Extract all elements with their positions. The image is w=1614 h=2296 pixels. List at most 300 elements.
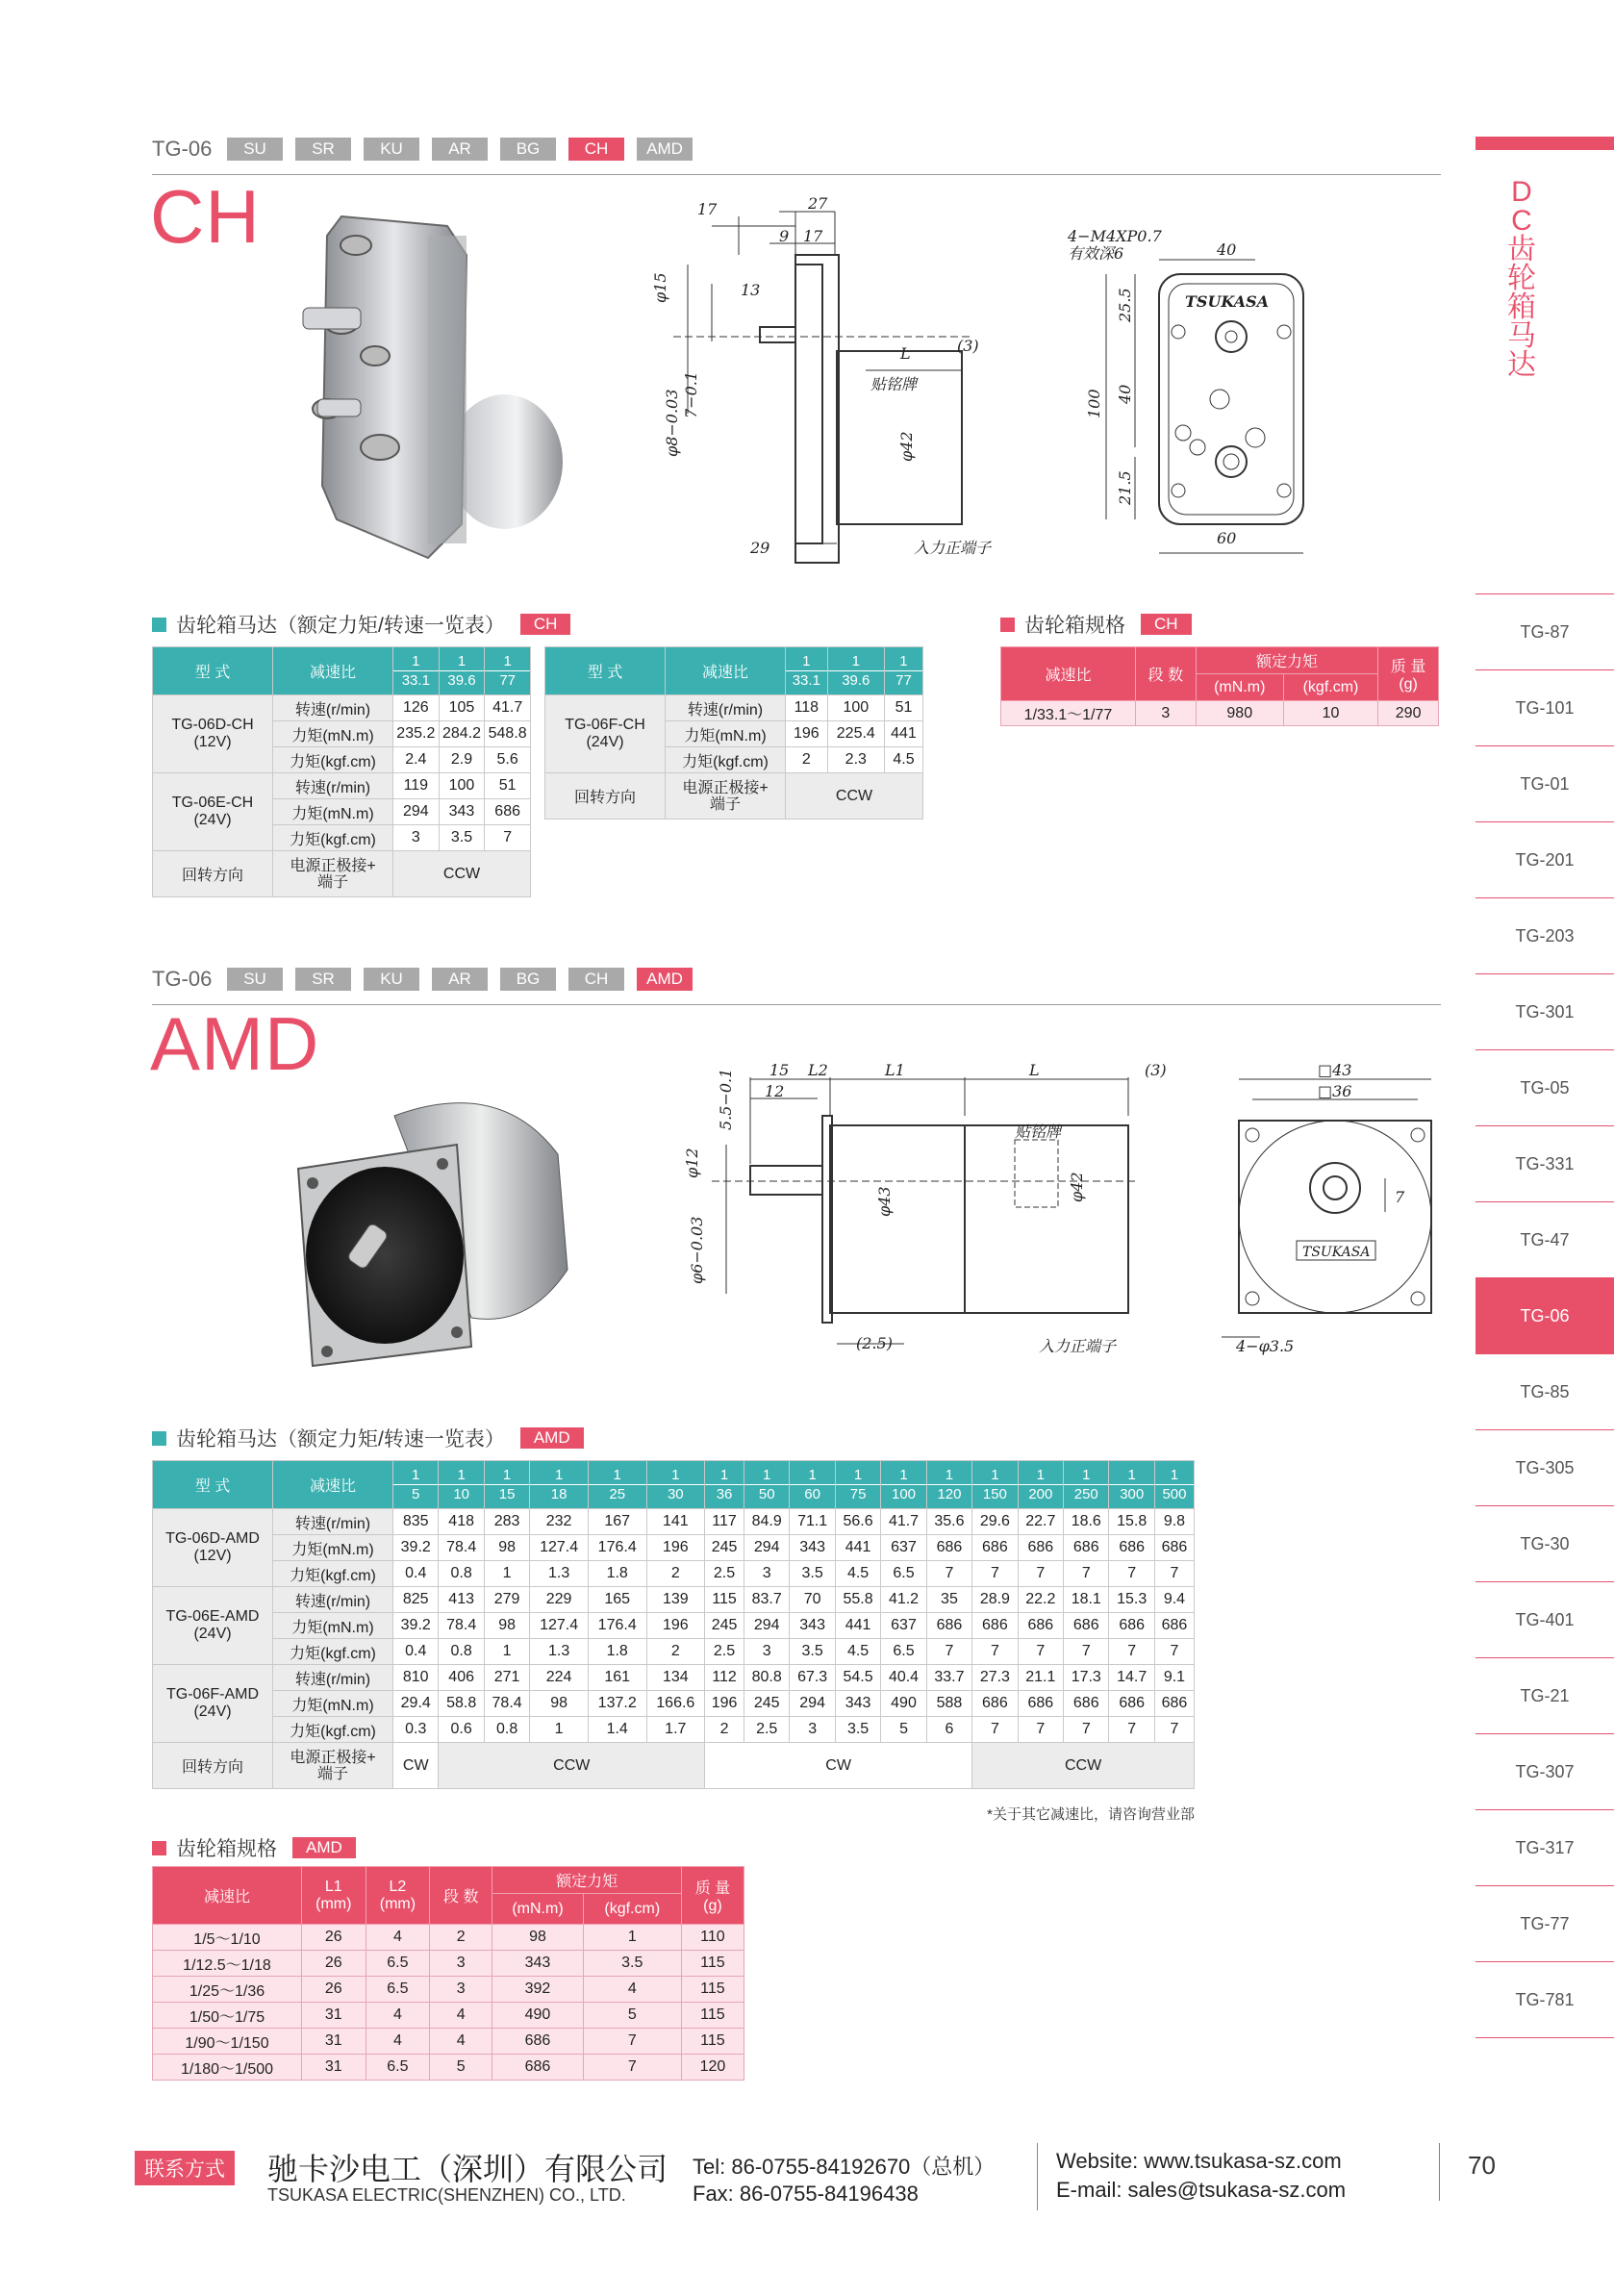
tab-sr[interactable]: SR [295,138,351,161]
header-stage: 段 数 [430,1867,492,1925]
value-cell: 78.4 [439,1535,484,1561]
spec-cell: 6.5 [366,2055,430,2081]
value-cell: 9.8 [1154,1509,1194,1535]
header-mass [1378,647,1439,701]
value-cell: 2.5 [705,1561,744,1587]
value-cell: 0.8 [484,1717,529,1743]
square-icon [152,618,166,632]
svg-text:L1: L1 [885,1061,905,1079]
ratio-denominator: 300 [1120,1486,1145,1502]
value-cell: 7 [972,1717,1018,1743]
row-label: 转速(r/min) [273,773,393,799]
value-cell: 98 [484,1613,529,1639]
row-label: 力矩(kgf.cm) [273,747,393,773]
value-cell: 0.4 [393,1639,439,1665]
row-label: 力矩(mN.m) [273,799,393,825]
model-name: TG-06F-AMD [166,1686,259,1703]
svg-text:贴铭牌: 贴铭牌 [1015,1123,1062,1141]
value-cell: 686 [972,1613,1018,1639]
model-cell [153,773,273,851]
model-voltage: (24V) [586,734,624,750]
side-item-tg-85[interactable]: TG-85 [1475,1353,1614,1429]
ratio-denominator: 100 [892,1486,917,1502]
ratio-numerator: 1 [828,652,884,671]
side-item-tg-47[interactable]: TG-47 [1475,1201,1614,1277]
value-cell: 71.1 [790,1509,835,1535]
svg-text:L2: L2 [808,1061,828,1079]
spec-cell: 115 [681,2029,744,2055]
amd-table-section [152,1424,584,1452]
value-cell: 810 [393,1665,439,1691]
spec-cell: 115 [681,1951,744,1977]
spec-cell: 120 [681,2055,744,2081]
svg-text:7: 7 [1395,1188,1405,1206]
spec-cell: 4 [366,2029,430,2055]
ratio-numerator: 1 [786,652,827,671]
value-cell: 1.3 [530,1561,589,1587]
value-cell: 2 [786,747,828,773]
side-item-tg-06[interactable]: TG-06 [1475,1277,1614,1353]
rotation-note-line: 端子 [709,795,741,813]
spec-cell: 1 [583,1925,681,1951]
value-cell: 118 [786,695,828,721]
spec-cell: 980 [1196,701,1283,726]
value-cell: 7 [972,1561,1018,1587]
model-voltage: (12V) [193,734,232,750]
value-cell: 686 [1064,1535,1109,1561]
svg-text:有效深6: 有效深6 [1068,244,1124,263]
ratio-numerator: 1 [881,1466,925,1485]
ratio-header [926,1461,971,1509]
value-cell: 294 [744,1613,789,1639]
rotation-note [273,1743,393,1789]
amd-title: AMD [150,1001,320,1086]
side-item-tg-05[interactable]: TG-05 [1475,1049,1614,1125]
value-cell: 6.5 [881,1639,926,1665]
model-cell [153,695,273,773]
divider [1439,2143,1440,2201]
spec-cell: 1/180～1/500 [153,2055,302,2081]
ratio-header [705,1461,744,1509]
amd-spec-section [152,1833,356,1862]
header-l1 [302,1867,366,1925]
section-tag: AMD [292,1837,356,1858]
value-cell: 7 [1064,1717,1109,1743]
ratio-header [790,1461,835,1509]
svg-text:4−φ3.5: 4−φ3.5 [1236,1337,1295,1355]
header-line: (mm) [379,1895,416,1912]
value-cell: 283 [484,1509,529,1535]
value-cell: 196 [786,721,828,747]
amd-spec-table [152,1866,744,2081]
svg-text:9: 9 [779,227,790,245]
value-cell: 22.7 [1018,1509,1063,1535]
value-cell: 224 [530,1665,589,1691]
svg-text:入力正端子: 入力正端子 [1039,1337,1117,1355]
spec-cell: 1/5～1/10 [153,1925,302,1951]
website[interactable]: Website: www.tsukasa-sz.com [1056,2149,1342,2173]
tab-su[interactable]: SU [227,138,283,161]
value-cell: 686 [1109,1535,1154,1561]
value-cell: 4.5 [835,1639,880,1665]
divider [1037,2143,1038,2210]
amd-motor-photo [279,1077,596,1366]
rotation-note [273,851,393,897]
table-row [153,2003,744,2029]
value-cell: 196 [646,1535,705,1561]
value-cell: 686 [1064,1691,1109,1717]
value-cell: 139 [646,1587,705,1613]
side-item-tg-305[interactable]: TG-305 [1475,1429,1614,1505]
value-cell: 2 [646,1561,705,1587]
value-cell: 7 [1109,1561,1154,1587]
value-cell: 137.2 [588,1691,646,1717]
value-cell: 686 [972,1535,1018,1561]
spec-cell: 1/33.1～1/77 [1001,701,1136,726]
value-cell: 686 [1018,1691,1063,1717]
side-item-tg-203[interactable]: TG-203 [1475,897,1614,973]
value-cell: 2.5 [744,1717,789,1743]
value-cell: 1.7 [646,1717,705,1743]
header-kgf: (kgf.cm) [1283,674,1377,701]
row-label: 力矩(mN.m) [273,1535,393,1561]
value-cell: 100 [439,773,485,799]
ratio-numerator: 1 [440,652,485,671]
svg-text:60: 60 [1217,529,1237,547]
header-kgf: (kgf.cm) [583,1894,681,1925]
value-cell: 0.4 [393,1561,439,1587]
header-ratio: 减速比 [273,1461,393,1509]
ratio-denominator: 77 [499,672,516,689]
ratio-numerator: 1 [530,1466,588,1485]
svg-text:贴铭牌: 贴铭牌 [870,375,918,393]
ratio-numerator: 1 [1109,1466,1153,1485]
value-cell: 27.3 [972,1665,1018,1691]
rotation-value: CW [393,1743,439,1789]
value-cell: 2.9 [439,747,485,773]
table-row [153,2029,744,2055]
model-cell [153,1509,273,1587]
model-name: TG-06E-AMD [165,1608,260,1625]
ratio-denominator: 120 [937,1486,962,1502]
value-cell: 33.7 [926,1665,971,1691]
header-mass-line: (g) [703,1898,722,1914]
company-name: 驰卡沙电工（深圳）有限公司 [267,2152,668,2186]
side-item-tg-21[interactable]: TG-21 [1475,1657,1614,1733]
side-item-tg-301[interactable]: TG-301 [1475,973,1614,1049]
value-cell: 245 [705,1535,744,1561]
ratio-denominator: 77 [895,672,912,689]
value-cell: 7 [972,1639,1018,1665]
value-cell: 490 [881,1691,926,1717]
row-label: 转速(r/min) [273,1509,393,1535]
tab-ku[interactable]: KU [364,968,419,991]
svg-text:入力正端子: 入力正端子 [914,539,992,557]
ratio-numerator: 1 [885,652,922,671]
value-cell: 2.4 [393,747,440,773]
value-cell: 441 [835,1613,880,1639]
ratio-denominator: 75 [849,1486,867,1502]
value-cell: 825 [393,1587,439,1613]
model-name: TG-06E-CH [171,795,254,811]
row-label: 力矩(mN.m) [666,721,786,747]
side-item-tg-401[interactable]: TG-401 [1475,1581,1614,1657]
ratio-header [439,647,485,695]
value-cell: 7 [1154,1561,1194,1587]
ratio-denominator: 33.1 [401,672,430,689]
side-item-tg-101[interactable]: TG-101 [1475,669,1614,745]
value-cell: 271 [484,1665,529,1691]
value-cell: 686 [926,1613,971,1639]
tab-ku[interactable]: KU [364,138,419,161]
spec-cell: 392 [492,1977,583,2003]
header-ratio: 减速比 [1001,647,1136,701]
tab-ar[interactable]: AR [432,138,488,161]
row-label: 力矩(kgf.cm) [273,1561,393,1587]
value-cell: 9.4 [1154,1587,1194,1613]
svg-text:100: 100 [1085,389,1103,418]
header-mnm: (mN.m) [492,1894,583,1925]
header-type: 型 式 [153,647,273,695]
value-cell: 70 [790,1587,835,1613]
model-name: TG-06F-CH [565,717,645,733]
spec-cell: 4 [430,2029,492,2055]
ch-title: CH [150,174,261,259]
side-nav [1475,0,1614,2296]
svg-text:(3): (3) [957,337,979,355]
value-cell: 18.6 [1064,1509,1109,1535]
side-item-tg-77[interactable]: TG-77 [1475,1885,1614,1961]
value-cell: 3.5 [790,1639,835,1665]
ratio-denominator: 200 [1028,1486,1053,1502]
svg-text:17: 17 [803,227,823,245]
value-cell: 343 [790,1535,835,1561]
tab-bg[interactable]: BG [500,138,556,161]
spec-cell: 31 [302,2003,366,2029]
value-cell: 294 [393,799,440,825]
value-cell: 1.8 [588,1561,646,1587]
value-cell: 78.4 [439,1613,484,1639]
spec-cell: 1/25～1/36 [153,1977,302,2003]
value-cell: 54.5 [835,1665,880,1691]
tab-bg[interactable]: BG [500,968,556,991]
value-cell: 41.2 [881,1587,926,1613]
spec-cell: 31 [302,2055,366,2081]
email[interactable]: E-mail: sales@tsukasa-sz.com [1056,2178,1347,2202]
ratio-denominator: 10 [453,1486,469,1502]
value-cell: 22.2 [1018,1587,1063,1613]
rotation-note-line: 端子 [316,873,348,891]
svg-text:17: 17 [697,200,718,218]
spec-cell: 290 [1378,701,1439,726]
svg-text:□43: □43 [1318,1061,1352,1079]
square-icon [1000,618,1015,632]
company-name-en: TSUKASA ELECTRIC(SHENZHEN) CO., LTD. [267,2185,626,2205]
value-cell: 7 [926,1561,971,1587]
rotation-note-line: 电源正极接+ [290,1749,376,1766]
value-cell: 2.3 [827,747,884,773]
spec-cell: 1/12.5～1/18 [153,1951,302,1977]
value-cell: 1.3 [530,1639,589,1665]
ratio-header [1018,1461,1063,1509]
row-label: 力矩(mN.m) [273,1613,393,1639]
table-row [153,1951,744,1977]
tab-ch[interactable]: CH [568,968,624,991]
row-label: 力矩(mN.m) [273,1691,393,1717]
tab-ar[interactable]: AR [432,968,488,991]
spec-cell: 7 [583,2029,681,2055]
header-mnm: (mN.m) [1196,674,1283,701]
ratio-denominator: 60 [804,1486,820,1502]
value-cell: 134 [646,1665,705,1691]
value-cell: 29.6 [972,1509,1018,1535]
header-line: L1 [324,1878,342,1895]
value-cell: 588 [926,1691,971,1717]
series-tabs-mid [152,967,705,992]
svg-text:φ12: φ12 [683,1148,701,1178]
value-cell: 35 [926,1587,971,1613]
square-icon [152,1841,166,1855]
svg-text:15: 15 [769,1061,790,1079]
ratio-header [786,647,828,695]
spec-cell: 6.5 [366,1951,430,1977]
side-item-tg-317[interactable]: TG-317 [1475,1809,1614,1885]
model-voltage: (12V) [193,1548,232,1564]
value-cell: 686 [1018,1613,1063,1639]
value-cell: 686 [1154,1613,1194,1639]
ratio-header [393,1461,439,1509]
header-line: (mm) [315,1895,352,1912]
ratio-denominator: 250 [1073,1486,1098,1502]
value-cell: 0.6 [439,1717,484,1743]
page-number: 70 [1468,2151,1496,2180]
value-cell: 176.4 [588,1535,646,1561]
value-cell: 98 [530,1691,589,1717]
svg-text:40: 40 [1116,384,1134,404]
series-label: TG-06 [152,137,213,161]
ratio-header [835,1461,880,1509]
rotation-value: CW [705,1743,972,1789]
value-cell: 686 [1109,1613,1154,1639]
tab-amd[interactable]: AMD [637,138,693,161]
table-note: *关于其它减速比，请咨询营业部 [987,1806,1195,1823]
value-cell: 166.6 [646,1691,705,1717]
row-label: 转速(r/min) [666,695,786,721]
value-cell: 67.3 [790,1665,835,1691]
ratio-header [972,1461,1018,1509]
value-cell: 3.5 [835,1717,880,1743]
rotation-label: 回转方向 [545,773,666,820]
value-cell: 686 [1064,1613,1109,1639]
ratio-header [1064,1461,1109,1509]
value-cell: 7 [1154,1717,1194,1743]
svg-text:□36: □36 [1318,1082,1352,1100]
model-cell [153,1587,273,1665]
value-cell: 117 [705,1509,744,1535]
ratio-denominator: 25 [609,1486,626,1502]
value-cell: 0.8 [439,1639,484,1665]
section-title: 齿轮箱规格 [1024,615,1125,637]
ratio-header [484,1461,529,1509]
ch-front-drawing [1058,226,1318,553]
value-cell: 196 [646,1613,705,1639]
ch-spec-table [1000,646,1439,726]
svg-text:21.5: 21.5 [1116,470,1134,505]
ratio-header [439,1461,484,1509]
header-mass-line: 质 量 [694,1880,731,1897]
section-tag: CH [520,614,571,635]
tab-su[interactable]: SU [227,968,283,991]
header-mass-line: (g) [1399,676,1418,693]
value-cell: 39.2 [393,1613,439,1639]
value-cell: 441 [835,1535,880,1561]
svg-text:5.5−0.1: 5.5−0.1 [717,1068,735,1130]
value-cell: 40.4 [881,1665,926,1691]
side-item-tg-01[interactable]: TG-01 [1475,745,1614,821]
value-cell: 548.8 [485,721,531,747]
rotation-label: 回转方向 [153,1743,273,1789]
rotation-value: CCW [972,1743,1195,1789]
value-cell: 100 [827,695,884,721]
svg-text:27: 27 [808,194,828,213]
spec-cell: 4 [366,2003,430,2029]
divider [152,1004,1441,1005]
spec-cell: 4 [430,2003,492,2029]
tab-sr[interactable]: SR [295,968,351,991]
model-name: TG-06D-CH [171,717,254,733]
value-cell: 637 [881,1613,926,1639]
value-cell: 7 [485,825,531,851]
tab-amd[interactable]: AMD [637,968,693,991]
value-cell: 7 [1018,1561,1063,1587]
ratio-numerator: 1 [836,1466,880,1485]
value-cell: 7 [1064,1561,1109,1587]
value-cell: 7 [1109,1639,1154,1665]
svg-text:29: 29 [750,539,770,557]
side-item-tg-30[interactable]: TG-30 [1475,1505,1614,1581]
header-type: 型 式 [545,647,666,695]
value-cell: 3.5 [439,825,485,851]
svg-text:TSUKASA: TSUKASA [1185,292,1270,311]
header-ratio: 减速比 [153,1867,302,1925]
value-cell: 3 [744,1561,789,1587]
table-row [153,2055,744,2081]
header-torque: 额定力矩 [1196,647,1377,674]
side-item-tg-331[interactable]: TG-331 [1475,1125,1614,1201]
header-ratio: 减速比 [666,647,786,695]
section-title: 齿轮箱规格 [176,1838,277,1860]
value-cell: 2.5 [705,1639,744,1665]
spec-cell: 3 [430,1977,492,2003]
side-item-tg-307[interactable]: TG-307 [1475,1733,1614,1809]
ratio-numerator: 1 [790,1466,834,1485]
value-cell: 294 [744,1535,789,1561]
value-cell: 284.2 [439,721,485,747]
value-cell: 126 [393,695,440,721]
ratio-denominator: 5 [412,1486,420,1502]
value-cell: 196 [705,1691,744,1717]
value-cell: 80.8 [744,1665,789,1691]
side-item-tg-87[interactable]: TG-87 [1475,593,1614,669]
value-cell: 418 [439,1509,484,1535]
tab-ch[interactable]: CH [568,138,624,161]
side-item-tg-201[interactable]: TG-201 [1475,821,1614,897]
ratio-numerator: 1 [393,652,439,671]
side-vertical-title: DC齿轮箱马达 [1507,176,1536,381]
side-item-tg-781[interactable]: TG-781 [1475,1961,1614,2037]
value-cell: 441 [884,721,922,747]
value-cell: 55.8 [835,1587,880,1613]
